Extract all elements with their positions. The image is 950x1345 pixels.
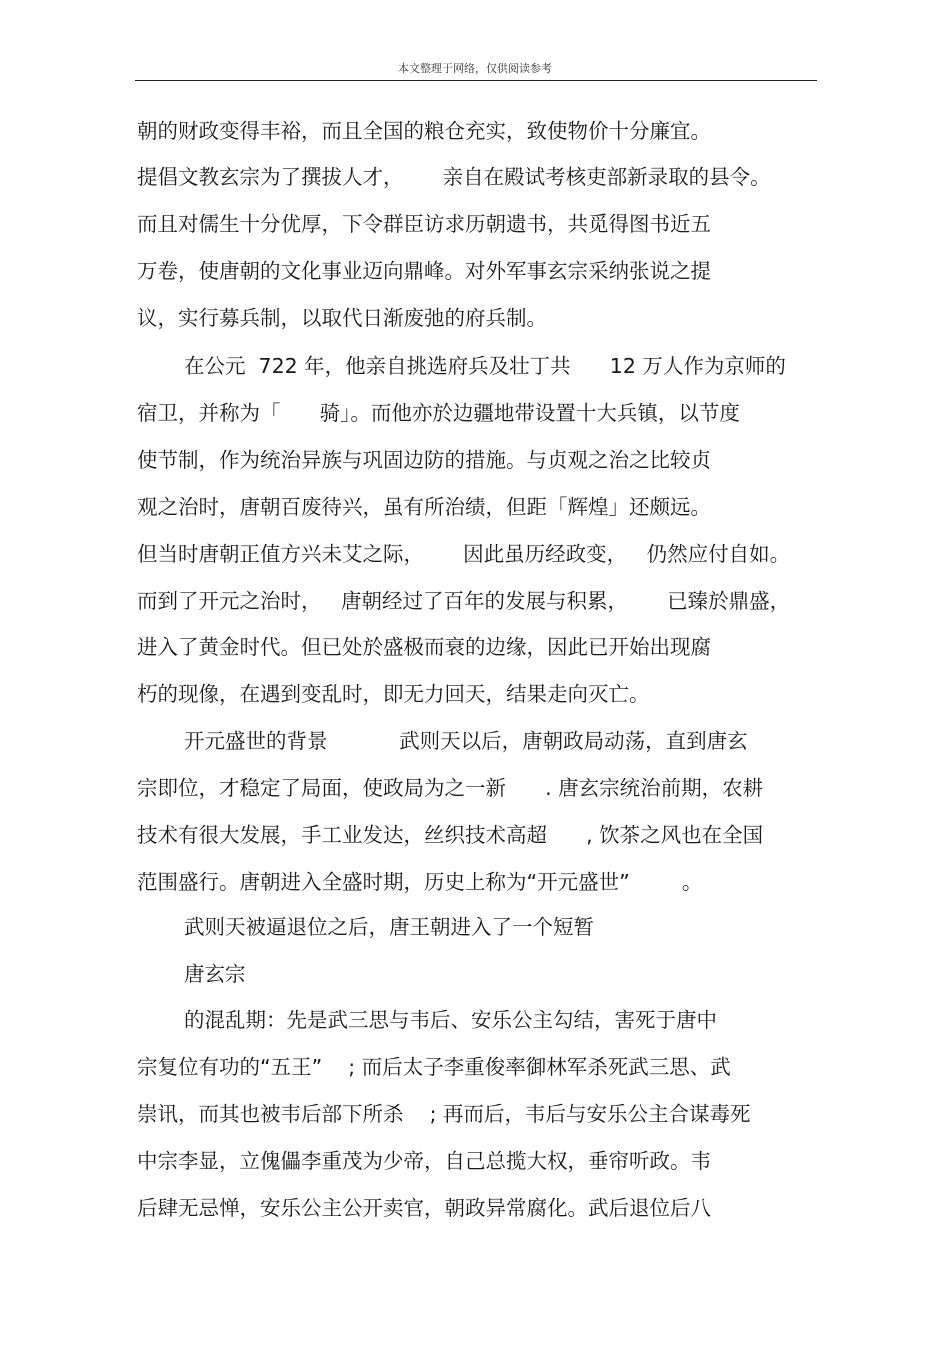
- body-line: 朝的财政变得丰裕，而且全国的粮仓充实，致使物价十分廉宜。: [137, 119, 711, 143]
- body-line: 技术有很大发展，手工业发达，丝织技术高超 , 饮茶之风也在全国: [137, 823, 764, 847]
- body-line: 后肆无忌惮，安乐公主公开卖官，朝政异常腐化。武后退位后八: [137, 1196, 711, 1220]
- body-line: 范围盛行。唐朝进入全盛时期，历史上称为“开元盛世” 。: [137, 870, 703, 894]
- body-line: 在公元 722 年，他亲自挑选府兵及壮丁共 12 万人作为京师的: [184, 354, 786, 378]
- body-line: 而且对儒生十分优厚，下令群臣访求历朝遗书，共觅得图书近五: [137, 212, 711, 236]
- header-text: 本文整理于网络，仅供阅读参考: [398, 62, 552, 75]
- body-line: 中宗李显，立傀儡李重茂为少帝，自己总揽大权，垂帘听政。韦: [137, 1149, 711, 1173]
- body-line: 使节制，作为统治异族与巩固边防的措施。与贞观之治之比较贞: [137, 448, 711, 472]
- body-line: 崇讯，而其也被韦后部下所杀 ; 再而后，韦后与安乐公主合谋毒死: [137, 1102, 751, 1126]
- body-line: 宿卫，并称为「 骑」。而他亦於边疆地带设置十大兵镇，以节度: [137, 401, 740, 425]
- body-line: 万卷，使唐朝的文化事业迈向鼎峰。对外军事玄宗采纳张说之提: [137, 259, 711, 283]
- body-line: 议，实行募兵制，以取代日渐废弛的府兵制。: [137, 306, 547, 330]
- body-line: 宗即位，才稳定了局面，使政局为之一新 . 唐玄宗统治前期，农耕: [137, 776, 764, 800]
- body-line: 宗复位有功的“五王” ; 而后太子李重俊率御林军杀死武三思、武: [137, 1055, 731, 1079]
- body-line: 但当时唐朝正值方兴未艾之际， 因此虽历经政变， 仍然应付自如。: [137, 542, 791, 566]
- body-line: 武则天被逼退位之后，唐王朝进入了一个短暂: [184, 915, 594, 939]
- body-line: 朽的现像，在遇到变乱时，即无力回天，结果走向灭亡。: [137, 682, 650, 706]
- body-line: 观之治时，唐朝百废待兴，虽有所治绩，但距「辉煌」还颇远。: [137, 495, 711, 519]
- body-line: 唐玄宗: [184, 962, 246, 986]
- body-line: 提倡文教玄宗为了撰拔人才， 亲自在殿试考核吏部新录取的县令。: [137, 165, 771, 189]
- body-line: 开元盛世的背景 武则天以后，唐朝政局动荡，直到唐玄: [184, 729, 748, 753]
- header-divider: [135, 80, 817, 81]
- body-line: 的混乱期：先是武三思与韦后、安乐公主勾结，害死于唐中: [184, 1008, 717, 1032]
- body-line: 进入了黄金时代。但已处於盛极而衰的边缘，因此已开始出现腐: [137, 635, 711, 659]
- body-line: 而到了开元之治时， 唐朝经过了百年的发展与积累， 已臻於鼎盛，: [137, 589, 791, 613]
